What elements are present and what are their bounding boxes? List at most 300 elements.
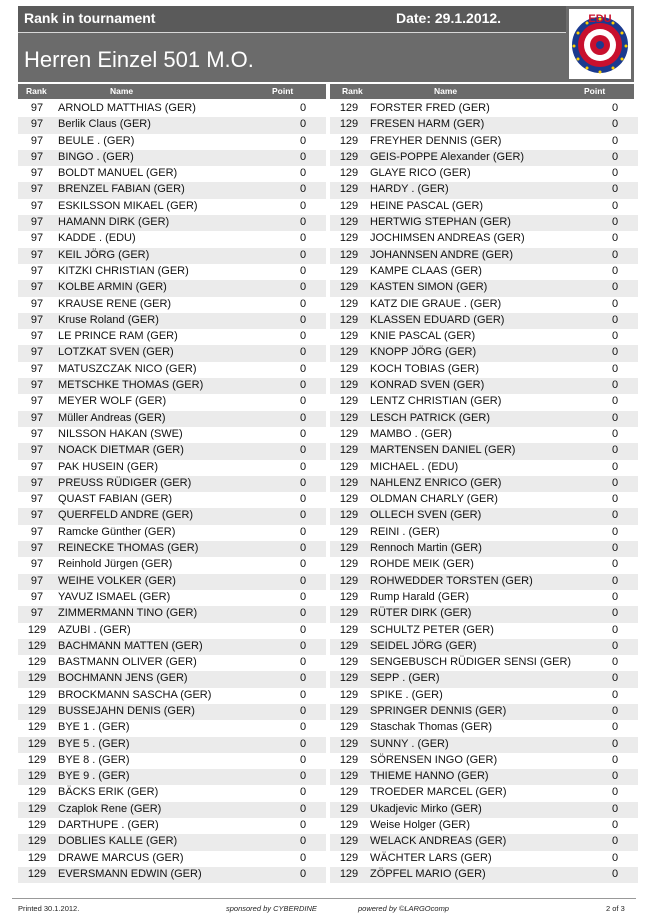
point-cell: 0 [299,802,307,815]
powered-by-text: powered by ©LARGOcomp [358,904,449,913]
table-row [330,541,638,557]
table-row [330,574,638,590]
name-cell: HERTWIG STEPHAN (GER) [370,216,511,229]
rank-cell: 129 [27,802,47,815]
table-row [18,590,326,606]
rank-cell: 129 [27,851,47,864]
point-cell: 0 [611,623,619,636]
table-row [18,867,326,883]
point-cell: 0 [611,607,619,620]
table-row [18,150,326,166]
name-cell: REINECKE THOMAS (GER) [58,542,199,555]
rank-cell: 129 [339,493,359,506]
table-row [18,769,326,785]
table-row [330,639,638,655]
rank-cell: 129 [339,411,359,424]
table-row [18,394,326,410]
rank-cell: 129 [339,167,359,180]
name-cell: Rennoch Martin (GER) [370,542,482,555]
point-cell: 0 [299,476,307,489]
rank-cell: 129 [339,134,359,147]
table-row [18,704,326,720]
table-row [330,525,638,541]
rank-cell: 129 [339,721,359,734]
name-cell: KLASSEN EDUARD (GER) [370,313,505,326]
name-cell: BOCHMANN JENS (GER) [58,672,188,685]
point-cell: 0 [611,248,619,261]
rank-cell: 129 [339,851,359,864]
table-row [330,264,638,280]
name-cell: SPIKE . (GER) [370,688,443,701]
table-row [18,411,326,427]
header-top-bar [18,6,566,33]
point-cell: 0 [299,118,307,131]
table-row [18,117,326,133]
rank-cell: 97 [30,362,44,375]
point-cell: 0 [299,493,307,506]
name-cell: ROHDE MEIK (GER) [370,558,474,571]
table-row [18,362,326,378]
name-cell: EVERSMANN EDWIN (GER) [58,867,202,880]
point-cell: 0 [299,851,307,864]
table-row [330,818,638,834]
rank-cell: 129 [27,770,47,783]
rank-cell: 97 [30,460,44,473]
point-cell: 0 [611,493,619,506]
point-cell: 0 [611,102,619,114]
table-row [18,427,326,443]
point-cell: 0 [299,574,307,587]
point-cell: 0 [611,639,619,652]
rank-cell: 129 [27,704,47,717]
point-cell: 0 [611,134,619,147]
table-row [330,280,638,296]
name-cell: QUAST FABIAN (GER) [58,493,173,506]
name-cell: KOLBE ARMIN (GER) [58,281,167,294]
rank-cell: 129 [339,102,359,114]
point-cell: 0 [299,867,307,880]
point-cell: 0 [611,867,619,880]
name-cell: ROHWEDDER TORSTEN (GER) [370,574,533,587]
table-row [330,802,638,818]
page-title: Herren Einzel 501 M.O. [24,47,254,72]
rank-cell: 129 [339,362,359,375]
table-row [18,378,326,394]
name-cell: MARTENSEN DANIEL (GER) [370,444,516,457]
name-cell: SENGEBUSCH RÜDIGER SENSI (GER) [370,656,572,669]
point-cell: 0 [299,542,307,555]
table-row [18,443,326,459]
point-cell: 0 [611,330,619,343]
rank-cell: 129 [339,753,359,766]
table-row [18,785,326,801]
rank-cell: 97 [30,444,44,457]
point-cell: 0 [299,770,307,783]
point-cell: 0 [611,232,619,245]
point-cell: 0 [299,167,307,180]
point-cell: 0 [299,183,307,196]
rank-cell: 97 [30,118,44,131]
name-cell: KONRAD SVEN (GER) [370,379,485,392]
rank-cell: 97 [30,183,44,196]
date-label: Date: 29.1.2012. [396,10,502,26]
table-row [18,199,326,215]
table-row [18,655,326,671]
name-cell: WELACK ANDREAS (GER) [370,835,507,848]
name-cell: LOTZKAT SVEN (GER) [58,346,174,359]
rank-cell: 129 [339,313,359,326]
table-row [18,541,326,557]
rank-cell: 129 [27,721,47,734]
rank-cell: 129 [339,737,359,750]
name-cell: OLLECH SVEN (GER) [370,509,482,522]
table-row [330,785,638,801]
table-row [18,329,326,345]
table-row [330,443,638,459]
point-cell: 0 [299,688,307,701]
table-row [330,215,638,231]
point-cell: 0 [299,672,307,685]
rank-in-tournament-label: Rank in tournament [24,10,156,26]
point-cell: 0 [611,574,619,587]
rank-cell: 129 [27,867,47,880]
name-cell: NOACK DIETMAR (GER) [58,444,184,457]
rank-cell: 129 [339,183,359,196]
rank-cell: 97 [30,248,44,261]
rank-cell: 129 [339,590,359,603]
point-cell: 0 [299,248,307,261]
table-row [330,606,638,622]
rank-cell: 129 [339,656,359,669]
table-row [330,101,638,117]
rank-cell: 129 [339,558,359,571]
rank-cell: 129 [339,770,359,783]
rank-cell: 97 [30,346,44,359]
name-cell: BASTMANN OLIVER (GER) [58,656,197,669]
point-cell: 0 [299,102,307,114]
rank-cell: 97 [30,330,44,343]
table-row [18,639,326,655]
point-cell: 0 [299,835,307,848]
point-cell: 0 [299,297,307,310]
name-cell: LESCH PATRICK (GER) [370,411,490,424]
point-cell: 0 [611,444,619,457]
table-row [330,362,638,378]
rank-cell: 97 [30,102,44,114]
table-row [18,606,326,622]
rank-cell: 129 [339,639,359,652]
point-cell: 0 [299,704,307,717]
point-cell: 0 [299,346,307,359]
name-cell: Ukadjevic Mirko (GER) [370,802,482,815]
name-cell: DRAWE MARCUS (GER) [58,851,184,864]
name-cell: QUERFELD ANDRE (GER) [58,509,194,522]
point-cell: 0 [611,704,619,717]
name-cell: DOBLIES KALLE (GER) [58,835,178,848]
point-cell: 0 [299,134,307,147]
name-cell: NILSSON HAKAN (SWE) [58,427,183,440]
name-cell: Rump Harald (GER) [370,590,470,603]
name-cell: SEIDEL JÖRG (GER) [370,639,477,652]
point-cell: 0 [611,281,619,294]
point-cell: 0 [299,427,307,440]
point-cell: 0 [299,786,307,799]
table-row [18,231,326,247]
rank-cell: 129 [339,802,359,815]
name-cell: JOHANNSEN ANDRE (GER) [370,248,514,261]
table-row [330,117,638,133]
rank-cell: 97 [30,411,44,424]
name-cell: ARNOLD MATTHIAS (GER) [58,102,196,114]
rank-cell: 97 [30,297,44,310]
name-cell: WÄCHTER LARS (GER) [370,851,492,864]
point-cell: 0 [299,460,307,473]
name-cell: YAVUZ ISMAEL (GER) [58,590,171,603]
rank-cell: 129 [339,509,359,522]
name-cell: BOLDT MANUEL (GER) [58,167,178,180]
name-cell: AZUBI . (GER) [58,623,131,636]
name-cell: BYE 5 . (GER) [58,737,130,750]
rank-cell: 97 [30,590,44,603]
point-cell: 0 [299,639,307,652]
name-cell: ZÖPFEL MARIO (GER) [370,867,486,880]
rank-cell: 129 [27,688,47,701]
rank-cell: 129 [339,281,359,294]
point-cell: 0 [611,476,619,489]
name-cell: SPRINGER DENNIS (GER) [370,704,507,717]
sponsor-text: sponsored by CYBERDINE [226,904,317,913]
rank-cell: 97 [30,493,44,506]
point-cell: 0 [611,835,619,848]
name-cell: LE PRINCE RAM (GER) [58,330,178,343]
point-cell: 0 [611,819,619,832]
point-cell: 0 [611,460,619,473]
point-cell: 0 [611,525,619,538]
table-row [18,508,326,524]
table-row [18,476,326,492]
point-cell: 0 [611,737,619,750]
point-cell: 0 [299,395,307,408]
rank-cell: 129 [339,819,359,832]
point-cell: 0 [611,199,619,212]
rank-cell: 97 [30,574,44,587]
column-header-left [18,84,326,99]
col-name: Name [110,86,134,96]
rank-cell: 97 [30,167,44,180]
table-row [18,525,326,541]
rank-cell: 129 [339,607,359,620]
point-cell: 0 [299,737,307,750]
table-row [330,557,638,573]
rank-cell: 129 [27,656,47,669]
point-cell: 0 [611,183,619,196]
table-row [18,264,326,280]
table-row [18,460,326,476]
printed-date: Printed 30.1.2012. [18,904,80,913]
rank-cell: 97 [30,558,44,571]
table-row [18,248,326,264]
table-row [330,769,638,785]
name-cell: Czaplok Rene (GER) [58,802,162,815]
table-row [330,329,638,345]
name-cell: FORSTER FRED (GER) [370,102,490,114]
point-cell: 0 [299,379,307,392]
rank-cell: 129 [27,639,47,652]
rank-cell: 97 [30,232,44,245]
point-cell: 0 [299,411,307,424]
point-cell: 0 [611,558,619,571]
col-name: Name [434,86,458,96]
rank-cell: 129 [339,460,359,473]
name-cell: LENTZ CHRISTIAN (GER) [370,395,502,408]
point-cell: 0 [299,444,307,457]
table-row [330,720,638,736]
name-cell: SUNNY . (GER) [370,737,449,750]
point-cell: 0 [611,786,619,799]
name-cell: SCHULTZ PETER (GER) [370,623,494,636]
name-cell: PAK HUSEIN (GER) [58,460,159,473]
point-cell: 0 [611,427,619,440]
name-cell: BUSSEJAHN DENIS (GER) [58,704,195,717]
point-cell: 0 [299,558,307,571]
rank-cell: 97 [30,379,44,392]
col-point: Point [272,86,294,96]
rank-cell: 97 [30,134,44,147]
name-cell: Weise Holger (GER) [370,819,471,832]
table-row [330,492,638,508]
table-row [330,297,638,313]
point-cell: 0 [611,346,619,359]
table-row [330,411,638,427]
table-row [18,720,326,736]
col-rank: Rank [342,86,363,96]
rank-cell: 129 [339,542,359,555]
table-row [330,476,638,492]
table-row [18,134,326,150]
point-cell: 0 [299,525,307,538]
rank-cell: 129 [339,150,359,163]
rank-cell: 97 [30,476,44,489]
table-row [18,345,326,361]
rank-cell: 97 [30,509,44,522]
name-cell: Berlik Claus (GER) [58,118,151,131]
col-rank: Rank [26,86,47,96]
name-cell: TROEDER MARCEL (GER) [370,786,507,799]
name-cell: KAMPE CLAAS (GER) [370,264,482,277]
name-cell: KNOPP JÖRG (GER) [370,346,477,359]
name-cell: METSCHKE THOMAS (GER) [58,379,204,392]
table-row [330,460,638,476]
table-row [330,834,638,850]
table-row [330,671,638,687]
point-cell: 0 [299,232,307,245]
table-row [18,574,326,590]
point-cell: 0 [299,313,307,326]
table-row [330,851,638,867]
point-cell: 0 [611,851,619,864]
point-cell: 0 [611,167,619,180]
table-row [18,215,326,231]
rank-cell: 129 [339,688,359,701]
table-row [330,427,638,443]
table-row [330,508,638,524]
name-cell: JOCHIMSEN ANDREAS (GER) [370,232,525,245]
edu-logo [569,9,631,79]
name-cell: KEIL JÖRG (GER) [58,248,150,261]
point-cell: 0 [611,118,619,131]
point-cell: 0 [299,819,307,832]
table-row [18,671,326,687]
table-row [330,867,638,883]
name-cell: THIEME HANNO (GER) [370,770,489,783]
rank-cell: 97 [30,427,44,440]
table-row [18,737,326,753]
table-row [18,753,326,769]
name-cell: BYE 8 . (GER) [58,753,130,766]
point-cell: 0 [299,281,307,294]
table-row [330,753,638,769]
point-cell: 0 [299,607,307,620]
name-cell: WEIHE VOLKER (GER) [58,574,176,587]
name-cell: Kruse Roland (GER) [58,313,159,326]
logo-text: EDU [588,13,612,25]
point-cell: 0 [611,688,619,701]
table-row [18,297,326,313]
point-cell: 0 [611,395,619,408]
name-cell: MICHAEL . (EDU) [370,460,459,473]
name-cell: Ramcke Günther (GER) [58,525,176,538]
report-header [18,6,634,82]
rank-cell: 129 [27,753,47,766]
name-cell: RÜTER DIRK (GER) [370,607,472,620]
rank-cell: 129 [27,672,47,685]
point-cell: 0 [299,721,307,734]
rank-cell: 129 [339,118,359,131]
rank-cell: 129 [339,525,359,538]
point-cell: 0 [611,721,619,734]
rank-cell: 97 [30,264,44,277]
rank-cell: 129 [339,232,359,245]
point-cell: 0 [611,216,619,229]
rank-cell: 129 [27,819,47,832]
point-cell: 0 [299,753,307,766]
table-row [18,166,326,182]
table-row [330,134,638,150]
rank-table-left [18,101,326,883]
rank-cell: 129 [339,672,359,685]
name-cell: FRESEN HARM (GER) [370,118,485,131]
name-cell: FREYHER DENNIS (GER) [370,134,502,147]
table-row [330,655,638,671]
table-row [18,280,326,296]
name-cell: KRAUSE RENE (GER) [58,297,172,310]
table-row [330,623,638,639]
table-row [18,313,326,329]
name-cell: BEULE . (GER) [58,134,135,147]
rank-cell: 129 [339,248,359,261]
point-cell: 0 [299,330,307,343]
table-row [330,182,638,198]
name-cell: BACHMANN MATTEN (GER) [58,639,203,652]
name-cell: Reinhold Jürgen (GER) [58,558,173,571]
point-cell: 0 [299,509,307,522]
name-cell: KOCH TOBIAS (GER) [370,362,480,375]
name-cell: GLAYE RICO (GER) [370,167,471,180]
rank-cell: 129 [339,444,359,457]
rank-cell: 97 [30,607,44,620]
name-cell: GEIS-POPPE Alexander (GER) [370,150,525,163]
rank-cell: 129 [339,623,359,636]
